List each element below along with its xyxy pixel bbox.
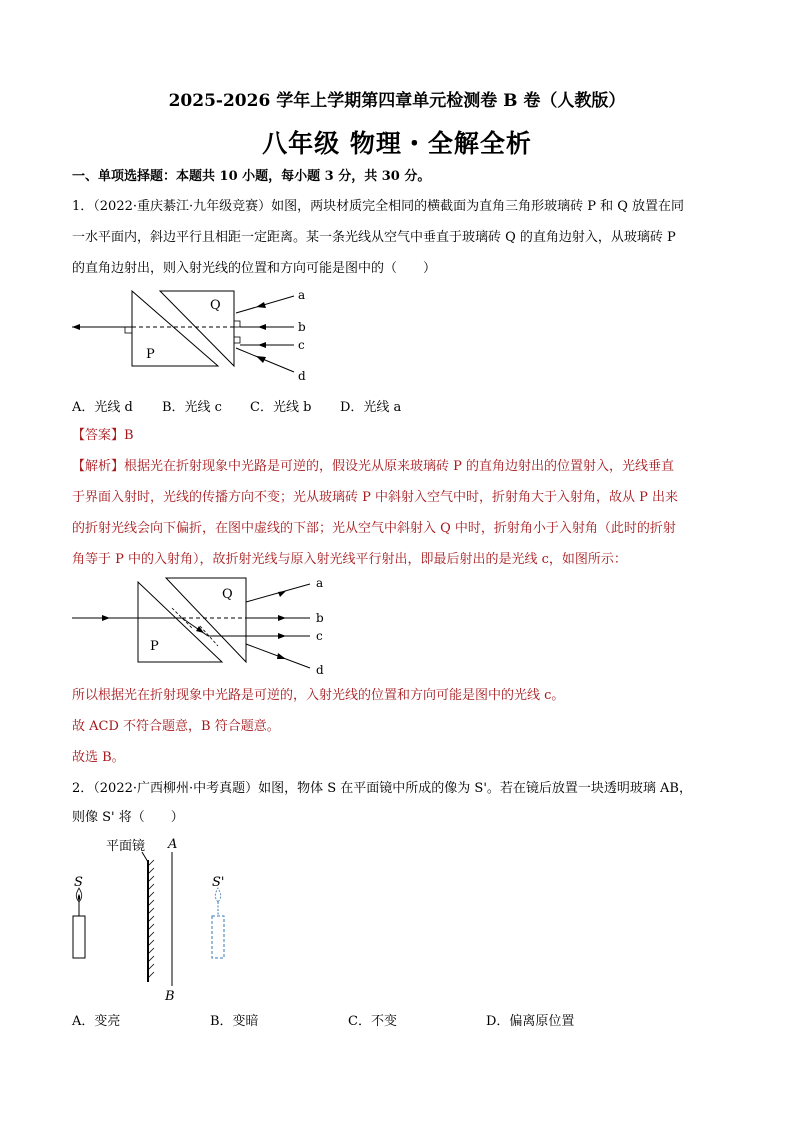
q1-stem-line: 1．（2022·重庆綦江·九年级竞赛）如图，两块材质完全相同的横截面为直角三角形玻璃砖 P 和 Q 放置在同 xyxy=(72,199,685,214)
label-b: b xyxy=(316,611,324,625)
q1-stem-line: 一水平面内，斜边平行且相距一定距离。某一条光线从空气中垂直于玻璃砖 Q 的直角边射入，从玻璃砖 P xyxy=(72,230,676,245)
label-s-image: S' xyxy=(212,875,225,890)
q2-stem-line: 则像 S' 将（ ） xyxy=(72,810,184,825)
paper-title: 2025-2026 学年上学期第四章单元检测卷 B 卷（人教版） xyxy=(168,91,626,111)
image-flame xyxy=(215,888,220,902)
q1-analysis-line: 于界面入射时，光线的传播方向不变；光从玻璃砖 P 中斜射入空气中时，折射角大于入射角，故从 P 出来 xyxy=(72,490,679,505)
q1-answer: 【答案】B xyxy=(72,428,134,443)
label-c: c xyxy=(316,629,323,643)
label-a: a xyxy=(298,288,306,302)
candle-body xyxy=(73,916,85,958)
q1-conclusion-line: 故 ACD 不符合题意，B 符合题意。 xyxy=(72,719,280,734)
q1-conclusion-line: 所以根据光在折射现象中光路是可逆的，入射光线的位置和方向可能是图中的光线 c。 xyxy=(72,688,565,703)
q1-analysis-line: 的折射光线会向下偏折，在图中虚线的下部；光从空气中斜射入 Q 中时，折射角小于入射角（此时的折射 xyxy=(72,521,676,536)
q1-option-d[interactable]: D．光线 a xyxy=(340,400,402,415)
label-s: S xyxy=(74,875,83,890)
q2-option-b[interactable]: B．变暗 xyxy=(210,1014,259,1029)
label-a: a xyxy=(316,576,324,590)
q1-analysis-line: 【解析】根据光在折射现象中光路是可逆的，假设光从原来玻璃砖 P 的直角边射出的位置射入，光线垂直 xyxy=(72,459,675,474)
label-q: Q xyxy=(210,298,221,313)
q2-stem-line: 2．（2022·广西柳州·中考真题）如图，物体 S 在平面镜中所成的像为 S'。若在镜后放置一块透明玻璃 AB， xyxy=(72,781,692,796)
label-mirror: 平面镜 xyxy=(106,839,146,854)
label-p: P xyxy=(150,639,159,654)
label-c: c xyxy=(298,338,305,352)
prism-p-shape xyxy=(132,291,218,366)
paper-subtitle: 八年级 物理・全解全析 xyxy=(262,129,532,158)
q1-option-c[interactable]: C．光线 b xyxy=(250,400,312,415)
label-d: d xyxy=(316,663,324,677)
label-b: b xyxy=(298,320,306,334)
q2-option-a[interactable]: A．变亮 xyxy=(72,1014,121,1029)
q2-mirror-figure xyxy=(64,832,264,1004)
q1-prism-figure xyxy=(60,282,350,390)
q1-solution-figure xyxy=(60,570,350,682)
q1-conclusion-line: 故选 B。 xyxy=(72,750,125,765)
label-b: B xyxy=(165,989,175,1004)
label-q: Q xyxy=(222,587,233,602)
q1-stem-line: 的直角边射出，则入射光线的位置和方向可能是图中的（ ） xyxy=(72,261,437,276)
label-p: P xyxy=(146,347,155,362)
q2-option-d[interactable]: D．偏离原位置 xyxy=(486,1014,575,1029)
image-body xyxy=(212,916,224,958)
label-a: A xyxy=(168,837,178,852)
prism-q-shape xyxy=(160,291,234,366)
q2-option-c[interactable]: C．不变 xyxy=(348,1014,397,1029)
q1-option-a[interactable]: A．光线 d xyxy=(72,400,133,415)
q1-option-b[interactable]: B．光线 c xyxy=(162,400,222,415)
label-d: d xyxy=(298,369,306,383)
section-heading: 一、单项选择题：本题共 10 小题，每小题 3 分，共 30 分。 xyxy=(72,169,431,184)
q1-analysis-line: 角等于 P 中的入射角），故折射光线与原入射光线平行射出，即最后射出的是光线 c，如图所示： xyxy=(72,552,627,567)
